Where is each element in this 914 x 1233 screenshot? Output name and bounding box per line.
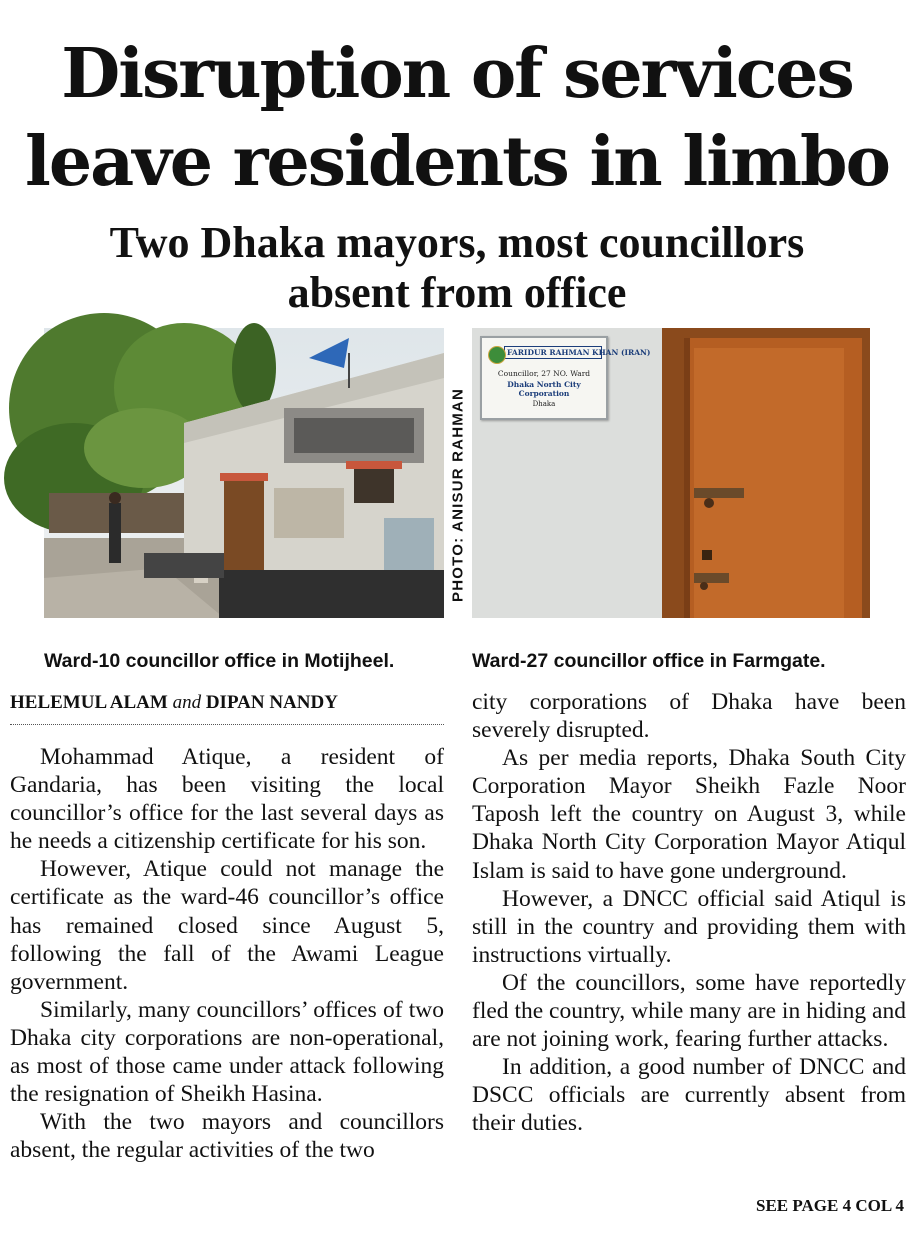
nameplate-logo-icon bbox=[488, 346, 506, 364]
article-paragraph: Of the councillors, some have reportedly fled the country, while many are in hiding and are not joining work, fearing further attacks. bbox=[472, 969, 906, 1053]
councillor-nameplate bbox=[480, 336, 651, 420]
article-paragraph: However, Atique could not manage the certificate as the ward-46 councillor’s office has remained closed since August 5, following the fall of the Awami League government. bbox=[10, 856, 444, 995]
nameplate-name: FARIDUR RAHMAN KHAN (IRAN) bbox=[504, 346, 602, 359]
byline-author-2: DIPAN NANDY bbox=[205, 692, 338, 713]
subheadline bbox=[0, 218, 914, 318]
article-paragraph: city corporations of Dhaka have been severely disrupted. bbox=[472, 689, 906, 744]
article-paragraph: Similarly, many councillors’ offices of two Dhaka city corporations are non-operational, as most of those came under attack following the resignation of Sheikh Hasina. bbox=[10, 996, 444, 1108]
photo-credit: PHOTO: ANISUR RAHMAN bbox=[449, 388, 467, 602]
article-paragraph: With the two mayors and councillors absent, the regular activities of the two bbox=[10, 1109, 444, 1164]
byline-conjunction: and bbox=[172, 692, 202, 713]
article-paragraph: In addition, a good number of DNCC and DSCC officials are currently absent from their duties. bbox=[472, 1054, 906, 1137]
article-paragraph: However, a DNCC official said Atiqul is still in the country and providing them with instructions virtually. bbox=[472, 885, 906, 968]
byline-author-1: HELEMUL ALAM bbox=[10, 692, 168, 713]
subheadline-line-2: absent from office bbox=[287, 268, 627, 317]
nameplate-org: Dhaka North City Corporation bbox=[507, 380, 581, 398]
headline-line-1: Disruption of services bbox=[61, 34, 853, 114]
subheadline-line-1: Two Dhaka mayors, most councillors bbox=[109, 218, 805, 267]
byline bbox=[10, 691, 444, 725]
photo-ward-10-office bbox=[44, 328, 444, 618]
nameplate-title: Councillor, 27 NO. Ward bbox=[497, 369, 591, 378]
headline-line-2: leave residents in limbo bbox=[25, 122, 889, 202]
continuation-jump: SEE PAGE 4 COL 4 bbox=[756, 1196, 904, 1215]
photo-ward-27-office bbox=[472, 328, 870, 618]
article-paragraph: Mohammad Atique, a resident of Gandaria, has been visiting the local councillor’s office for the last several days as he needs a citizenship certificate for his son. bbox=[10, 744, 444, 855]
photo-ward-10-image bbox=[44, 328, 444, 618]
photo-caption-left: Ward-10 councillor office in Motijheel. bbox=[44, 650, 395, 672]
headline bbox=[0, 30, 914, 206]
nameplate-city: Dhaka bbox=[532, 400, 556, 408]
photo-caption-right: Ward-27 councillor office in Farmgate. bbox=[472, 650, 826, 672]
article-column-left bbox=[10, 743, 444, 1164]
article-paragraph: As per media reports, Dhaka South City Corporation Mayor Sheikh Fazle Noor Taposh left the country on August 3, while Dhaka North City Corporation Mayor Atiqul Islam is said to have gone underground. bbox=[472, 745, 906, 884]
article-column-right bbox=[472, 688, 906, 1138]
